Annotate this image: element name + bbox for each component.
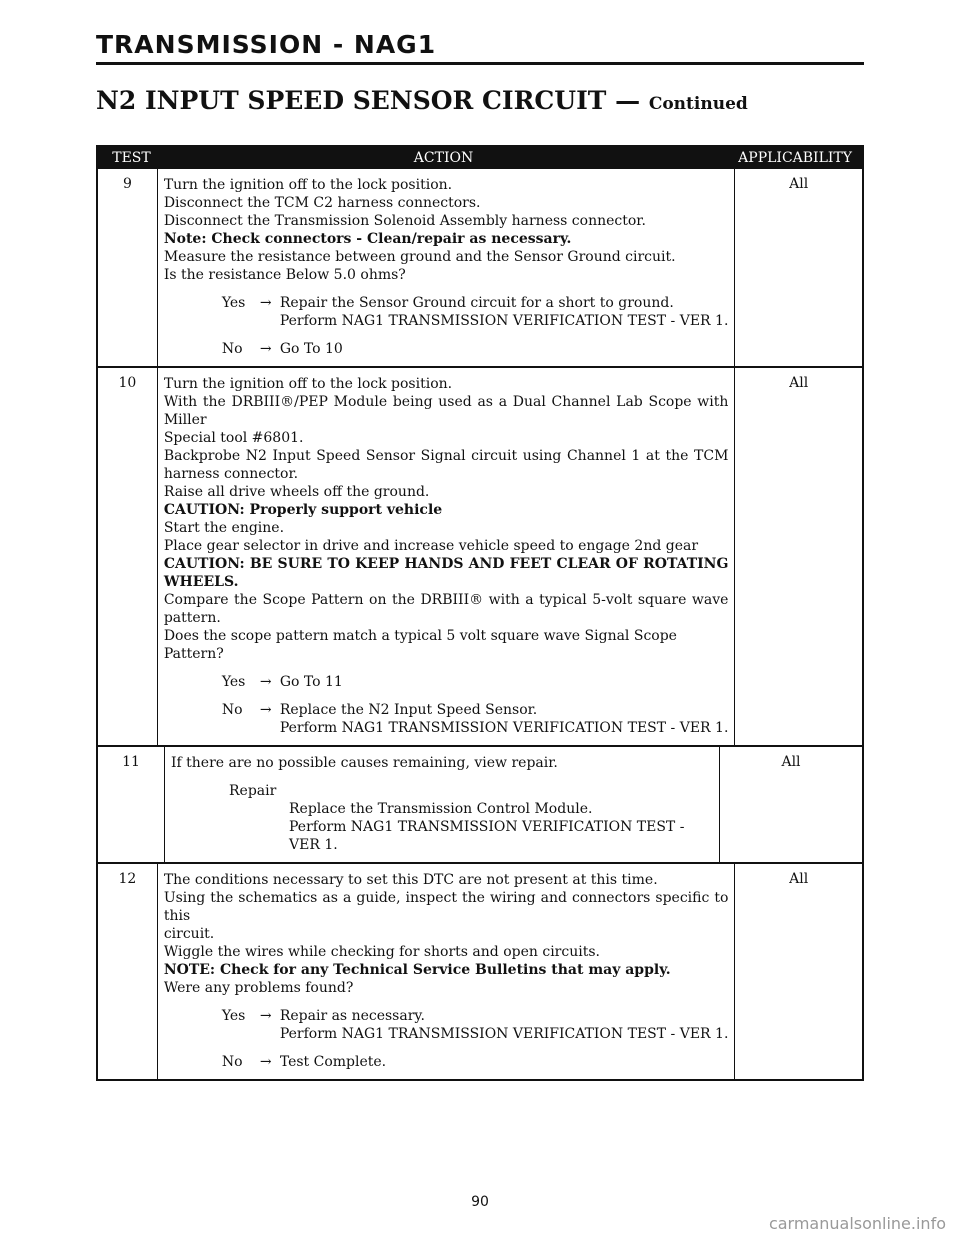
- action-line: Using the schematics as a guide, inspect the wiring and connectors specific to this: [163, 890, 729, 924]
- action-line: Special tool #6801.: [163, 430, 304, 446]
- applicability-cell: All: [781, 754, 801, 770]
- yes-label: Yes: [221, 674, 246, 690]
- watermark: carmanualsonline.info: [768, 1214, 946, 1233]
- no-branch: [222, 1053, 729, 1071]
- arrow-icon: →: [259, 295, 272, 311]
- action-line: circuit.: [163, 926, 215, 942]
- table-row: [98, 169, 862, 366]
- yes-result: Repair the Sensor Ground circuit for a short to ground. Perform NAG1 TRANSMISSION VERIFICATION TEST - VER 1.: [279, 295, 729, 329]
- action-line: Turn the ignition off to the lock position.: [163, 376, 453, 392]
- applicability-cell: All: [789, 375, 809, 391]
- applicability-cell: All: [789, 871, 809, 887]
- applicability-cell: All: [789, 176, 809, 192]
- yes-branch: [222, 673, 729, 691]
- action-line: Compare the Scope Pattern on the DRBIII® with a typical 5-volt square wave: [163, 592, 729, 608]
- table-row: [98, 366, 862, 745]
- action-line: Turn the ignition off to the lock position.: [163, 177, 453, 193]
- action-cell: [158, 368, 736, 745]
- section-title: TRANSMISSION - NAG1: [96, 30, 437, 59]
- page-header: [96, 28, 864, 65]
- action-line: Disconnect the Transmission Solenoid Assembly harness connector.: [163, 213, 646, 229]
- no-label: No: [221, 702, 243, 718]
- yes-branch: [222, 294, 729, 330]
- yes-branch: [222, 1007, 729, 1043]
- table-row: [98, 745, 862, 862]
- action-note: NOTE: Check for any Technical Service Bulletins that may apply.: [163, 962, 671, 978]
- table-header: [98, 147, 862, 169]
- action-cell: [158, 169, 736, 366]
- no-branch: [222, 340, 729, 358]
- no-label: No: [221, 341, 243, 357]
- no-result: Test Complete.: [279, 1054, 387, 1070]
- action-line: Wiggle the wires while checking for shorts and open circuits.: [163, 944, 600, 960]
- yes-result: Repair as necessary. Perform NAG1 TRANSMISSION VERIFICATION TEST - VER 1.: [279, 1008, 729, 1042]
- action-note: Note: Check connectors - Clean/repair as necessary.: [163, 231, 572, 247]
- action-line: pattern.: [163, 610, 221, 626]
- yes-result: Go To 11: [279, 674, 343, 690]
- test-number: 10: [98, 368, 158, 745]
- page-number: 90: [471, 1194, 489, 1210]
- repair-label: Repair: [229, 783, 277, 799]
- action-caution: WHEELS.: [163, 574, 239, 590]
- action-line: Place gear selector in drive and increase vehicle speed to engage 2nd gear: [163, 538, 699, 554]
- arrow-icon: →: [259, 674, 272, 690]
- arrow-icon: →: [259, 702, 272, 718]
- page-title: [96, 86, 748, 115]
- header-rule: [96, 62, 864, 65]
- yes-label: Yes: [221, 295, 246, 311]
- no-label: No: [221, 1054, 243, 1070]
- column-header-applicability: APPLICABILITY: [738, 150, 852, 166]
- test-number: 11: [98, 747, 165, 862]
- repair-result: Replace the Transmission Control Module. Perform NAG1 TRANSMISSION VERIFICATION TEST - VER 1.: [289, 801, 685, 853]
- action-line: If there are no possible causes remaining, view repair.: [171, 755, 558, 771]
- action-question: Does the scope pattern match a typical 5 volt square wave Signal Scope Pattern?: [163, 628, 677, 662]
- action-question: Were any problems found?: [163, 980, 354, 996]
- no-result: Replace the N2 Input Speed Sensor. Perform NAG1 TRANSMISSION VERIFICATION TEST - VER 1.: [279, 702, 729, 736]
- column-header-action: ACTION: [413, 150, 474, 166]
- title-text: N2 INPUT SPEED SENSOR CIRCUIT —: [96, 86, 641, 115]
- no-result: Go To 10: [279, 341, 343, 357]
- test-number: 9: [98, 169, 158, 366]
- arrow-icon: →: [259, 1008, 272, 1024]
- no-branch: [222, 701, 729, 737]
- test-number: 12: [98, 864, 158, 1079]
- action-line: Backprobe N2 Input Speed Sensor Signal circuit using Channel 1 at the TCM: [163, 448, 729, 464]
- continued-label: Continued: [648, 94, 748, 114]
- action-cell: [165, 747, 720, 862]
- table-row: [98, 862, 862, 1079]
- arrow-icon: →: [259, 341, 272, 357]
- arrow-icon: →: [259, 1054, 272, 1070]
- action-line: With the DRBIII®/PEP Module being used as a Dual Channel Lab Scope with Miller: [163, 394, 729, 428]
- action-line: The conditions necessary to set this DTC are not present at this time.: [163, 872, 658, 888]
- action-line: Start the engine.: [163, 520, 285, 536]
- action-line: harness connector.: [163, 466, 299, 482]
- action-caution: CAUTION: Properly support vehicle: [163, 502, 443, 518]
- action-cell: [158, 864, 736, 1079]
- action-line: Measure the resistance between ground and the Sensor Ground circuit.: [163, 249, 676, 265]
- action-caution: CAUTION: BE SURE TO KEEP HANDS AND FEET CLEAR OF ROTATING: [163, 556, 729, 572]
- column-header-test: TEST: [112, 150, 151, 166]
- yes-label: Yes: [221, 1008, 246, 1024]
- diagnostic-table: [96, 145, 864, 1081]
- action-question: Is the resistance Below 5.0 ohms?: [163, 267, 406, 283]
- action-line: Disconnect the TCM C2 harness connectors.: [163, 195, 481, 211]
- repair-block: [229, 782, 713, 854]
- action-line: Raise all drive wheels off the ground.: [163, 484, 430, 500]
